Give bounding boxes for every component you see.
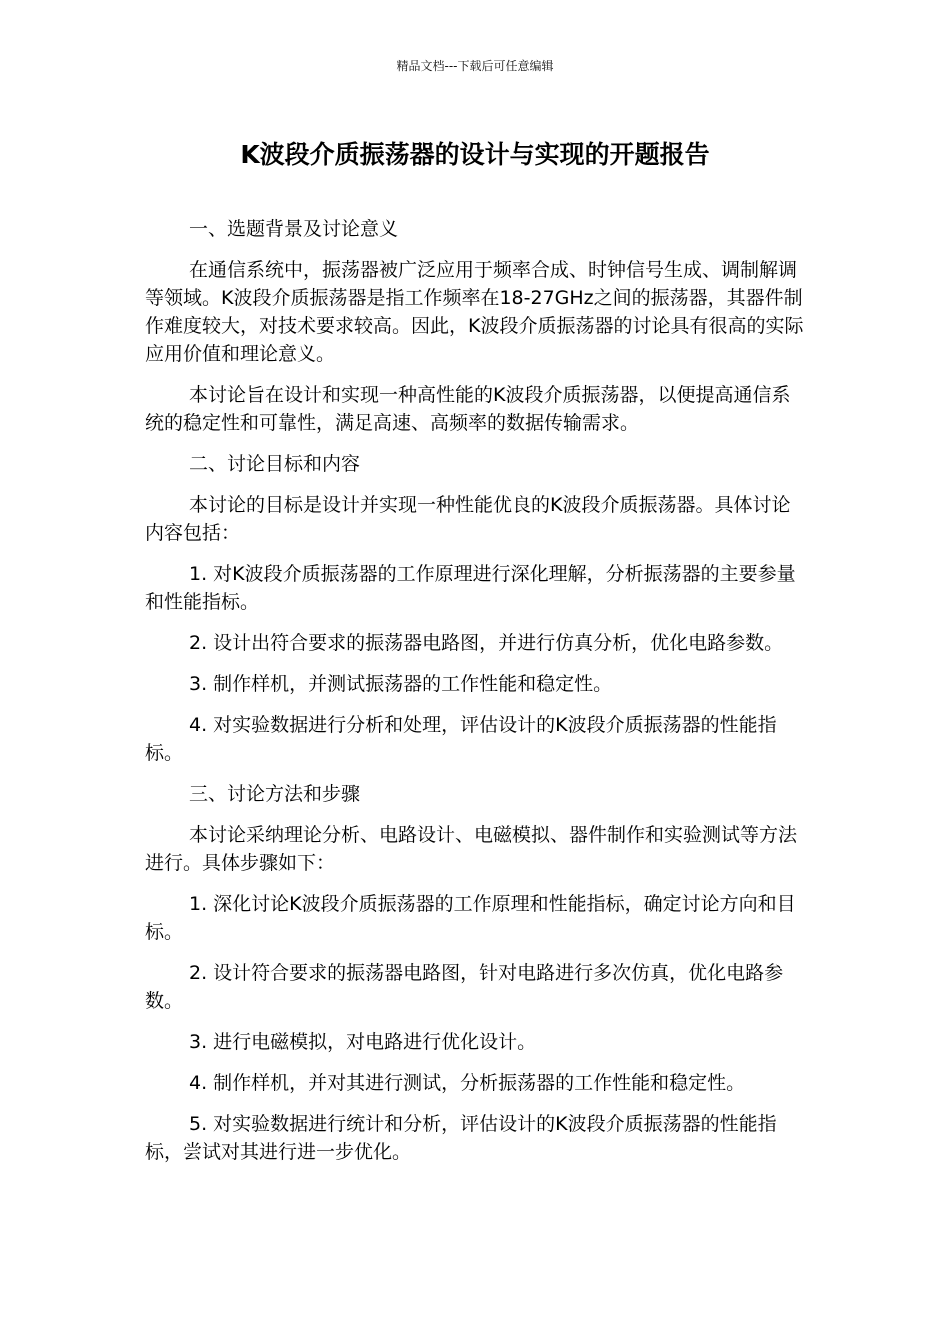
paragraph: 本讨论的目标是设计并实现一种性能优良的K波段介质振荡器。具体讨论内容包括： <box>145 494 791 544</box>
list-item: 4. 对实验数据进行分析和处理，评估设计的K波段介质振荡器的性能指标。 <box>145 714 777 764</box>
paragraph: 在通信系统中，振荡器被广泛应用于频率合成、时钟信号生成、调制解调等领域。K波段介质振荡器是指工作频率在18-27GHz之间的振荡器，其器件制作难度较大，对技术要求较高。因此，K波段介质振荡器的讨论具有很高的实际应用价值和理论意义。 <box>145 259 804 365</box>
section-heading: 三、讨论方法和步骤 <box>189 783 361 805</box>
list-item: 1. 深化讨论K波段介质振荡器的工作原理和性能指标，确定讨论方向和目标。 <box>145 893 796 943</box>
list-item: 3. 制作样机，并测试振荡器的工作性能和稳定性。 <box>189 673 613 695</box>
document-title: K波段介质振荡器的设计与实现的开题报告 <box>240 140 710 169</box>
header-note: 精品文档---下载后可任意编辑 <box>396 59 554 73</box>
document-body <box>145 215 807 1179</box>
list-item: 4. 制作样机，并对其进行测试，分析振荡器的工作性能和稳定性。 <box>189 1072 746 1094</box>
paragraph: 本讨论旨在设计和实现一种高性能的K波段介质振荡器，以便提高通信系统的稳定性和可靠性，满足高速、高频率的数据传输需求。 <box>145 384 791 434</box>
section-heading: 一、选题背景及讨论意义 <box>189 218 399 240</box>
list-item: 1. 对K波段介质振荡器的工作原理进行深化理解，分析振荡器的主要参量和性能指标。 <box>145 563 796 613</box>
list-item: 2. 设计符合要求的振荡器电路图，针对电路进行多次仿真，优化电路参数。 <box>145 962 784 1012</box>
list-item: 5. 对实验数据进行统计和分析，评估设计的K波段介质振荡器的性能指标，尝试对其进行进一步优化。 <box>145 1113 777 1163</box>
section-heading: 二、讨论目标和内容 <box>189 453 361 475</box>
paragraph: 本讨论采纳理论分析、电路设计、电磁模拟、器件制作和实验测试等方法进行。具体步骤如下： <box>145 824 798 874</box>
list-item: 3. 进行电磁模拟，对电路进行优化设计。 <box>189 1031 537 1053</box>
list-item: 2. 设计出符合要求的振荡器电路图，并进行仿真分析，优化电路参数。 <box>189 632 784 654</box>
